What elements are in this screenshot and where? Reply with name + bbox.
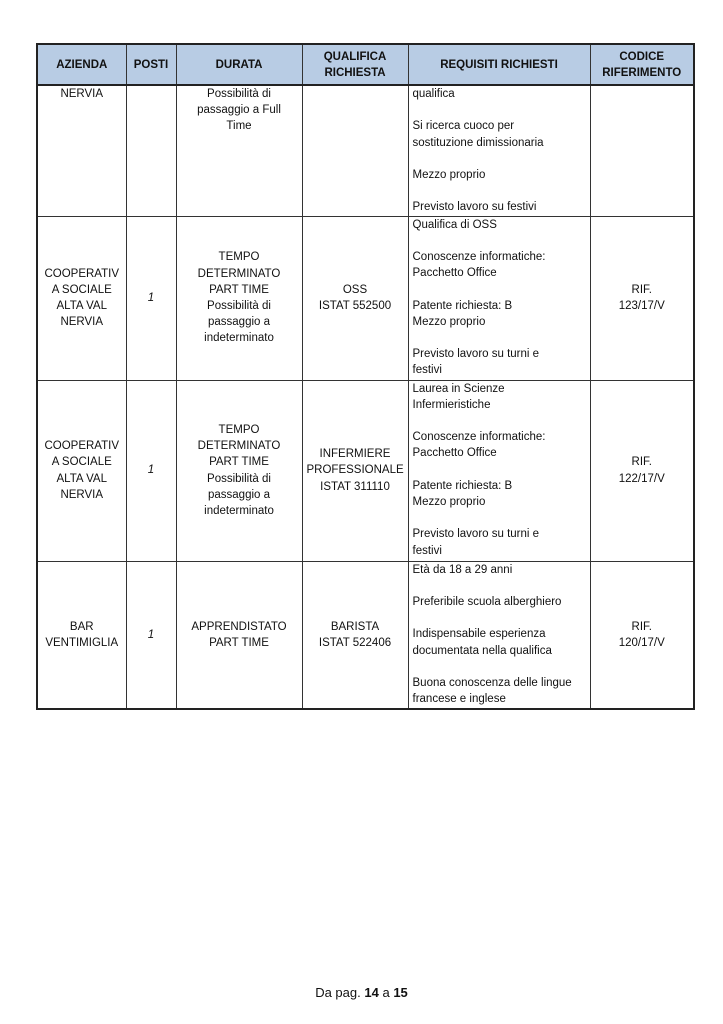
durata-line: passaggio a [207,488,271,501]
durata-line: PART TIME [209,283,269,296]
qualifica-line: PROFESSIONALE [306,464,404,477]
codice-cell [590,380,694,561]
durata-line: indeterminato [204,332,274,345]
codice-line: RIF. [631,283,652,296]
qualifica-cell [302,380,408,561]
azienda-line: A SOCIALE [51,283,112,296]
requisiti-line: Infermieristiche [412,398,491,411]
requisiti-line [413,610,586,626]
header-qualifica [302,44,408,85]
azienda-line: NERVIA [60,88,104,100]
requisiti-line: Patente richiesta: B [412,299,513,312]
codice-line: 120/17/V [618,636,665,649]
codice-cell [590,216,694,380]
requisiti-line: Previsto lavoro su turni e [412,528,540,541]
azienda-line: NERVIA [60,488,104,501]
header-codice [590,44,694,85]
durata-line: Possibilità di [207,472,271,485]
qualifica-line: ISTAT 311110 [320,480,390,493]
durata-line: Possibilità di [207,300,271,313]
requisiti-cell [408,380,590,561]
qualifica-cell [302,561,408,709]
requisiti-line [413,233,586,249]
requisiti-line: Previsto lavoro su festivi [412,201,537,214]
requisiti-line: Mezzo proprio [412,315,486,328]
requisiti-line: Laurea in Scienze [412,382,505,395]
job-offers-table [36,43,695,710]
requisiti-line [413,281,586,297]
requisiti-line: qualifica [412,88,455,100]
requisiti-line [413,659,586,675]
footer-prefix: Da pag. [315,985,361,1000]
azienda-line: VENTIMIGLIA [45,636,119,649]
azienda-line: ALTA VAL [56,300,107,313]
durata-cell [176,561,302,709]
durata-line: TEMPO [218,423,260,436]
footer-separator: a [382,985,390,1000]
requisiti-line: Preferibile scuola alberghiero [412,595,562,608]
azienda-line: BAR [69,620,94,633]
codice-line: 122/17/V [618,472,665,485]
requisiti-line: Indispensabile esperienza [412,628,546,641]
codice-cell [590,85,694,216]
posti-cell: 1 [126,216,176,380]
durata-cell [176,216,302,380]
requisiti-line [413,330,586,346]
requisiti-line: Previsto lavoro su turni e [412,348,540,361]
footer-current-page: 14 [364,985,379,1000]
table-row [37,561,694,709]
requisiti-line [413,510,586,526]
durata-line: DETERMINATO [197,267,281,280]
qualifica-line: BARISTA [330,620,380,633]
table-row [37,216,694,380]
requisiti-line: Conoscenze informatiche: [412,431,546,444]
requisiti-line: festivi [412,544,442,557]
codice-cell [590,561,694,709]
azienda-cell [37,85,126,216]
requisiti-line: festivi [412,364,442,377]
qualifica-line: ISTAT 522406 [318,636,392,649]
requisiti-line [413,183,586,199]
header-codice-line-2: RIFERIMENTO [602,66,682,79]
footer-total-pages: 15 [393,985,408,1000]
header-requisiti: REQUISITI RICHIESTI [408,44,590,85]
azienda-cell [37,561,126,709]
qualifica-cell [302,216,408,380]
requisiti-line: Mezzo proprio [412,168,486,181]
table-header-row [37,44,694,85]
requisiti-line: Pacchetto Office [412,447,497,460]
requisiti-cell [408,561,590,709]
requisiti-cell [408,85,590,216]
durata-line: DETERMINATO [197,440,281,453]
azienda-line: COOPERATIV [44,440,120,453]
azienda-line: A SOCIALE [51,456,112,469]
requisiti-line: Conoscenze informatiche: [412,250,546,263]
codice-line: RIF. [631,620,652,633]
durata-line: TEMPO [218,251,260,264]
requisiti-line: sostituzione dimissionaria [412,136,544,149]
qualifica-line: OSS [342,283,368,296]
durata-line: passaggio a [207,316,271,329]
requisiti-cell [408,216,590,380]
requisiti-line [413,462,586,478]
requisiti-line: Età da 18 a 29 anni [412,563,513,576]
requisiti-line: Si ricerca cuoco per [412,120,515,133]
azienda-line: COOPERATIV [44,267,120,280]
durata-line: PART TIME [209,636,269,649]
qualifica-cell [302,85,408,216]
codice-line: RIF. [631,456,652,469]
requisiti-line: Pacchetto Office [412,267,497,280]
durata-line: PART TIME [209,456,269,469]
durata-line: APPRENDISTATO [191,620,287,633]
requisiti-line: Qualifica di OSS [412,218,497,231]
qualifica-line: ISTAT 552500 [318,300,392,313]
requisiti-line: documentata nella qualifica [412,644,552,657]
durata-line: Possibilità di [207,88,271,100]
azienda-cell [37,380,126,561]
qualifica-line: INFERMIERE [319,448,391,461]
requisiti-line: francese e inglese [412,693,506,706]
table-row [37,380,694,561]
durata-line: passaggio a Full [197,104,281,117]
page-footer [0,985,723,1000]
requisiti-line [413,102,586,118]
posti-cell: 1 [126,380,176,561]
header-azienda: AZIENDA [37,44,126,85]
table-row [37,85,694,216]
posti-cell: 1 [126,561,176,709]
azienda-cell [37,216,126,380]
requisiti-line [413,578,586,594]
requisiti-line: Patente richiesta: B [412,479,513,492]
requisiti-line [413,151,586,167]
requisiti-line: Buona conoscenza delle lingue [412,676,572,689]
azienda-line: ALTA VAL [56,472,107,485]
header-codice-line-1: CODICE [619,50,665,63]
requisiti-line [413,413,586,429]
header-qualifica-line-2: RICHIESTA [324,66,386,79]
codice-line: 123/17/V [618,300,665,313]
durata-cell [176,380,302,561]
durata-line: Time [226,120,252,133]
posti-cell [126,85,176,216]
azienda-line: NERVIA [60,316,104,329]
durata-line: indeterminato [204,504,274,517]
header-posti: POSTI [126,44,176,85]
header-durata: DURATA [176,44,302,85]
requisiti-line: Mezzo proprio [412,495,486,508]
durata-cell [176,85,302,216]
header-qualifica-line-1: QUALIFICA [323,50,387,63]
